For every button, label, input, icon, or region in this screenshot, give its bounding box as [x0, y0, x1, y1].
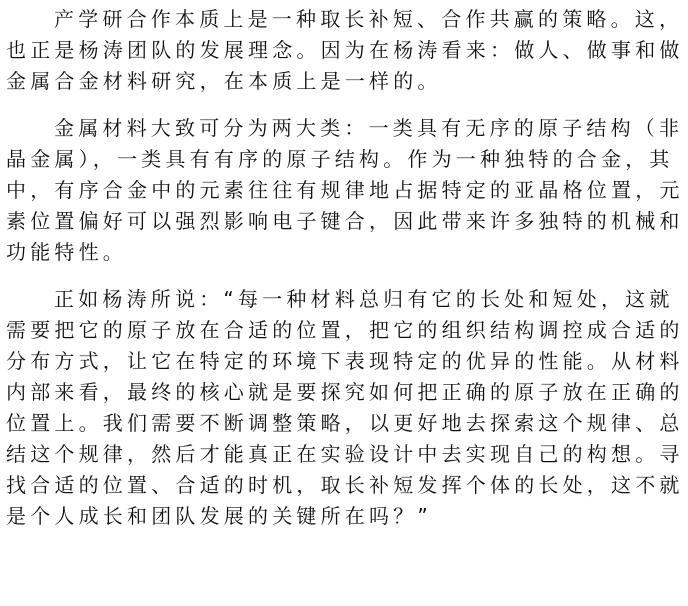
paragraph-line: 找合适的位置、合适的时机，取长补短发挥个体的长处，这不就	[6, 473, 684, 497]
paragraph-line: 正如杨涛所说：“每一种材料总归有它的长处和短处，这就	[54, 287, 674, 311]
paragraph-3	[6, 284, 688, 532]
paragraph-line: 素位置偏好可以强烈影响电子键合，因此带来许多独特的机械和	[6, 209, 684, 233]
paragraph-1	[6, 4, 688, 97]
paragraph-line: 是个人成长和团队发展的关键所在吗？”	[6, 504, 432, 528]
paragraph-line: 金属材料大致可分为两大类：一类具有无序的原子结构（非	[54, 116, 684, 140]
paragraph-line: 结这个规律，然后才能真正在实验设计中去实现自己的构想。寻	[6, 442, 684, 466]
paragraph-line: 中，有序合金中的元素往往有规律地占据特定的亚晶格位置，元	[6, 178, 684, 202]
paragraph-line: 需要把它的原子放在合适的位置，把它的组织结构调控成合适的	[6, 318, 684, 342]
paragraph-line: 功能特性。	[6, 240, 127, 264]
paragraph-line: 晶金属），一类具有有序的原子结构。作为一种独特的合金，其	[6, 147, 674, 171]
paragraph-line: 金属合金材料研究，在本质上是一样的。	[6, 69, 442, 93]
paragraph-line: 内部来看，最终的核心就是要探究如何把正确的原子放在正确的	[6, 380, 684, 404]
paragraph-2	[6, 113, 688, 268]
paragraph-line: 产学研合作本质上是一种取长补短、合作共赢的策略。这，	[54, 7, 684, 31]
paragraph-line: 位置上。我们需要不断调整策略，以更好地去探索这个规律、总	[6, 411, 684, 435]
paragraph-line: 分布方式，让它在特定的环境下表现特定的优异的性能。从材料	[6, 349, 684, 373]
paragraph-line: 也正是杨涛团队的发展理念。因为在杨涛看来：做人、做事和做	[6, 38, 684, 62]
